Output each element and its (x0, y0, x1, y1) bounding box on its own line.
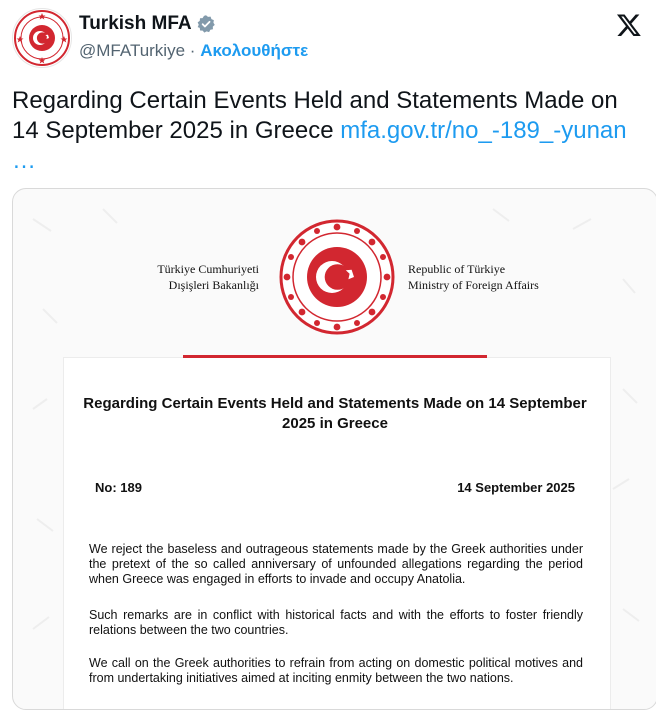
media-card[interactable] (12, 188, 656, 710)
turkish-mfa-seal-icon (13, 9, 71, 67)
ministry-name-english-line1: Republic of Türkiye (408, 262, 506, 276)
document-number: No: 189 (95, 480, 142, 495)
tweet-header (12, 8, 644, 68)
document-date: 14 September 2025 (457, 480, 575, 495)
ministry-name-english-line2: Ministry of Foreign Affairs (408, 278, 539, 292)
tweet-text (12, 86, 648, 176)
account-name[interactable]: Turkish MFA (79, 13, 192, 34)
tweet-link[interactable]: mfa.gov.tr/no_-189_-yunan (340, 117, 627, 144)
press-release-image[interactable] (13, 189, 656, 709)
separator-dot: · (189, 41, 196, 60)
avatar[interactable] (12, 8, 72, 68)
document-title: Regarding Certain Events Held and Statements Made on 14 September 2025 in Greece (83, 395, 587, 432)
x-logo-icon[interactable] (616, 12, 642, 38)
document-paragraph: Such remarks are in conflict with historical facts and with the efforts to foster friendly relations between the two countries. (89, 608, 583, 637)
verified-badge-icon (196, 14, 216, 34)
follow-button[interactable]: Ακολουθήστε (200, 41, 309, 60)
tweet-link-ellipsis[interactable]: … (12, 147, 36, 174)
account-name-row (79, 13, 216, 35)
document-paragraph: We reject the baseless and outrageous statements made by the Greek authorities under the pretext of the so called anniversary of unfounded allegations regarding the period when Greece was engaged in efforts to invade and occupy Anatolia. (89, 542, 583, 586)
handle-row (79, 41, 308, 61)
tweet-body: Regarding Certain Events Held and Statements Made on 14 September 2025 in Greece (12, 87, 618, 144)
ministry-name-turkish-line2: Dışişleri Bakanlığı (168, 278, 259, 292)
ministry-name-english (408, 261, 558, 293)
ministry-name-turkish-line1: Türkiye Cumhuriyeti (157, 262, 259, 276)
ministry-name-turkish (133, 261, 259, 293)
red-divider (183, 355, 487, 358)
document-paragraph: We call on the Greek authorities to refrain from acting on domestic political motives and from undertaking initiatives aimed at inciting enmity between the two nations. (89, 656, 583, 685)
account-handle[interactable]: @MFATurkiye (79, 41, 186, 60)
ministry-seal-icon (279, 219, 395, 335)
